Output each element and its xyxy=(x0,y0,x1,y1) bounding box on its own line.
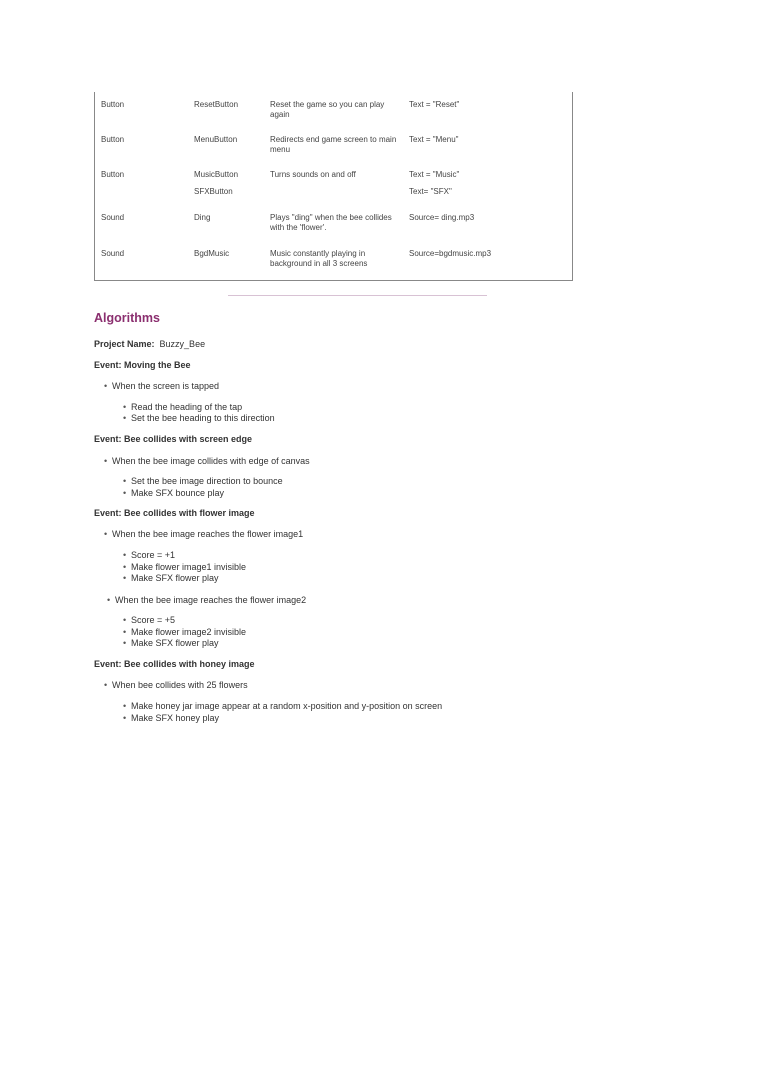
event-trigger: • When the bee image reaches the flower image2 xyxy=(107,595,306,606)
event-title: Event: Bee collides with flower image xyxy=(94,508,255,518)
section-divider xyxy=(228,295,487,296)
event-action: • Make SFX flower play xyxy=(123,573,219,584)
component-type: Button xyxy=(101,135,125,144)
event-action: • Score = +5 xyxy=(123,615,175,626)
component-type: Button xyxy=(101,170,125,179)
event-action: • Read the heading of the tap xyxy=(123,402,242,413)
component-type: Sound xyxy=(101,213,125,222)
component-purpose: Turns sounds on and off xyxy=(270,170,356,179)
component-properties: Text = "Music" Text= "SFX" xyxy=(409,170,460,196)
event-title: Event: Moving the Bee xyxy=(94,360,191,370)
component-name: ResetButton xyxy=(194,100,239,109)
component-purpose: Reset the game so you can play again xyxy=(270,100,385,119)
event-trigger: • When the screen is tapped xyxy=(104,381,219,392)
event-action: • Make SFX honey play xyxy=(123,713,219,724)
event-action: • Make SFX bounce play xyxy=(123,488,224,499)
project-name-label: Project Name: xyxy=(94,339,155,349)
event-action: • Set the bee heading to this direction xyxy=(123,413,275,424)
component-properties: Source=bgdmusic.mp3 xyxy=(409,249,492,258)
components-table xyxy=(94,92,573,281)
component-type: Sound xyxy=(101,249,125,258)
component-properties: Text = "Reset" xyxy=(409,100,460,109)
event-title: Event: Bee collides with honey image xyxy=(94,659,255,669)
component-name: MusicButton SFXButton xyxy=(194,170,239,196)
event-action: • Make honey jar image appear at a random x-position and y-position on screen xyxy=(123,701,442,712)
event-action: • Make SFX flower play xyxy=(123,638,219,649)
project-name-value: Buzzy_Bee xyxy=(159,339,206,349)
event-trigger: • When bee collides with 25 flowers xyxy=(104,680,248,691)
event-trigger: • When the bee image collides with edge of canvas xyxy=(104,456,310,467)
event-action: • Set the bee image direction to bounce xyxy=(123,476,283,487)
component-purpose: Music constantly playing in background in all 3 screens xyxy=(270,249,368,268)
event-title: Event: Bee collides with screen edge xyxy=(94,434,253,444)
event-trigger: • When the bee image reaches the flower image1 xyxy=(104,529,303,540)
project-name-line xyxy=(94,339,205,350)
event-action: • Score = +1 xyxy=(123,550,175,561)
component-name: BgdMusic xyxy=(194,249,230,258)
component-name: MenuButton xyxy=(194,135,238,144)
component-type: Button xyxy=(101,100,125,109)
component-purpose: Plays "ding" when the bee collides with the 'flower'. xyxy=(270,213,392,232)
component-purpose: Redirects end game screen to main menu xyxy=(270,135,397,154)
component-properties: Text = "Menu" xyxy=(409,135,459,144)
algorithms-heading: Algorithms xyxy=(94,311,160,325)
component-properties: Source= ding.mp3 xyxy=(409,213,475,222)
event-action: • Make flower image2 invisible xyxy=(123,627,246,638)
event-action: • Make flower image1 invisible xyxy=(123,562,246,573)
component-name: Ding xyxy=(194,213,211,222)
